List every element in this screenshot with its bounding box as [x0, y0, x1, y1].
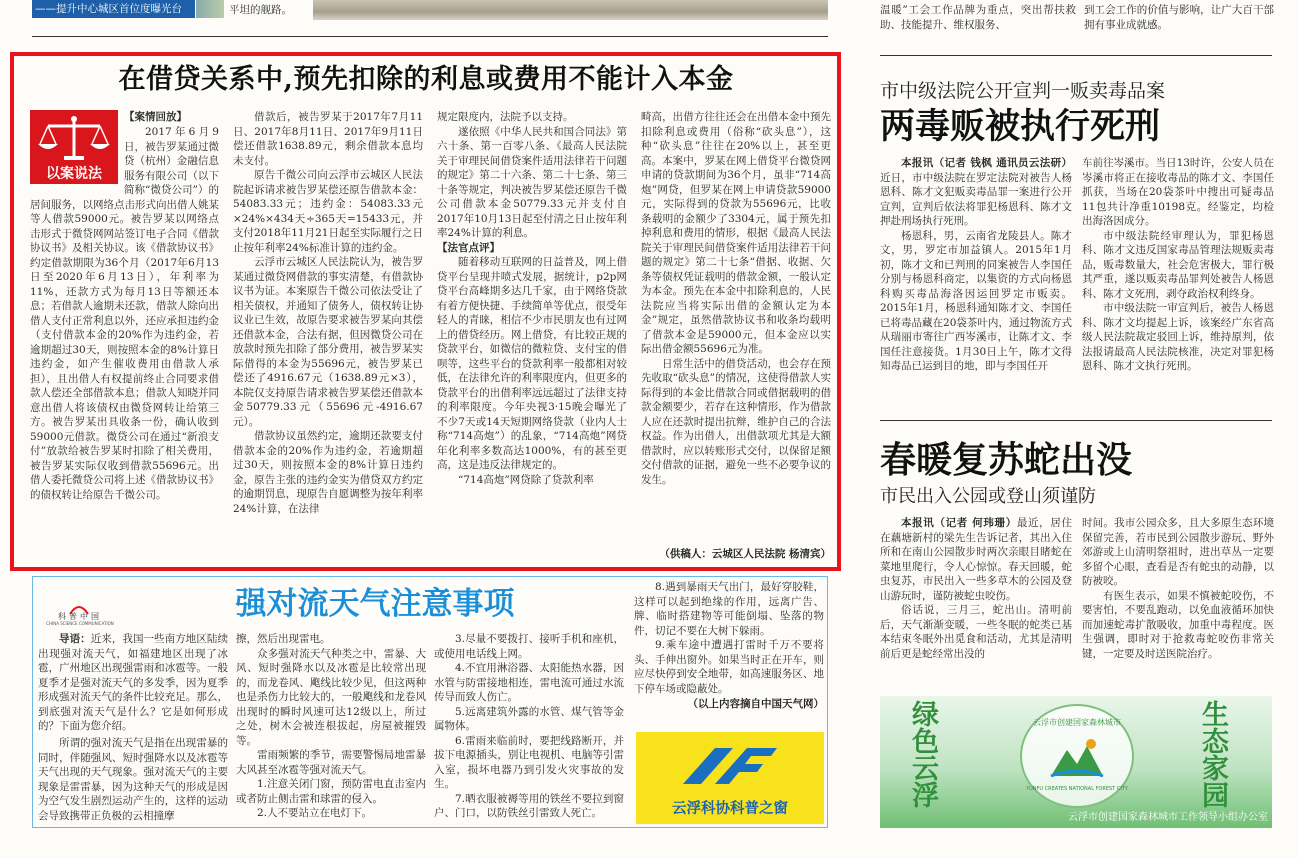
forest-ad-left-text: 绿色云浮	[907, 700, 938, 808]
weather-col2-p4: 1.注意关闭门窗，预防雷电直击室内或者防止侧击雷和球雷的侵入。	[236, 778, 426, 805]
main-col2-p4: 借款协议虽然约定，逾期还款要支付借款本金的20%作为违约金，若逾期超过30天，则按照本金的8%计算日违约金，原告主张的违约金实为借贷双方约定的逾期罚息，现原告自愿调整为按年利率24%计算，在法律	[233, 430, 423, 515]
main-col3-p1: 遂依照《中华人民共和国合同法》第六十条、第一百零八条、《最高人民法院关于审理民间借贷案件适用法律若干问题的规定》第二十六条、第二十七条、第三十条等规定，判决被告罗某偿还原告千微公司借款本金50779.33元并支付自2017年10月13日起至付清之日止按年利率24%计算的利息。	[437, 125, 627, 239]
snake-col2-p1: 时间。我市公园众多，且大多原生态环境保留完善，若市民到公园散步游玩、野外郊游或上山清明祭祖时，进出草丛一定要多留个心眼，查看是否有蛇虫的动静，以防被咬。	[1082, 517, 1274, 587]
main-col3-p3: “714高炮”网贷除了贷款利率	[458, 473, 594, 486]
snake-byline: （记者 何玮珊）	[934, 517, 1017, 529]
forest-emblem	[1020, 704, 1134, 808]
main-col-2	[233, 110, 423, 562]
weather-col-2	[236, 632, 426, 824]
weather-col-4	[634, 580, 824, 696]
main-col3-top: 规定限度内，法院予以支持。	[437, 111, 574, 123]
science-ad-label: 云浮科协科普之窗	[672, 801, 788, 817]
drug-col-2	[1082, 156, 1274, 400]
main-col3-p2: 随着移动互联网的日益普及，网上借贷平台呈现井喷式发展，据统计，p2p网贷平台高峰期多达几千家，由于网络贷款有着方便快捷、手续简单等优点，很受年轻人的青睐，相信不少市民朋友也有过网上的借贷经历。网上借贷，有比较正规的贷款平台，如微信的微粒贷、支付宝的借呗等，这些平台的贷款利率一般都相对较低，在法律允许的利率限度内，但更多的贷款平台的出借利率远远超过了法律支持的利率限度。今年央视3·15晚会曝光了不少7天或14天短期网络贷款（业内人士称“714高炮”）的乱象，“714高炮”网贷年化利率多数高达1000%，有的甚至更高，这是违反法律规定的。	[437, 256, 627, 471]
main-col-3	[437, 110, 627, 562]
weather-col3-p2: 4.不宜用淋浴器、太阳能热水器，因水管与防雷接地相连，雷电流可通过水流传导而致人伤亡。	[434, 662, 624, 703]
judge-comment-subhead: 【法官点评】	[437, 241, 500, 254]
drug-col1-p1: 近日，市中级法院在罗定法院对被告人杨恩科、陈才文犯贩卖毒品罪一案进行公开宣判，宣判后依法将罪犯杨恩科、陈才文押赴刑场执行死刑。	[880, 171, 1072, 227]
forest-ad-caption: 云浮市创建国家森林城市工作领导小组办公室	[1068, 812, 1268, 823]
weather-col2-p5: 2.人不要站立在电灯下。	[257, 807, 373, 819]
right-divider	[880, 420, 1272, 421]
snake-col2-p2: 有医生表示，如果不慎被蛇咬伤，不要害怕，不要乱跑动，以免血液循环加快而加速蛇毒扩散吸收，加重中毒程度。医生强调，即时对于抢救毒蛇咬伤非常关键，一定要及时送医院治疗。	[1082, 589, 1274, 660]
snake-col1-p2: 俗话说，三月三，蛇出山。清明前后，天气渐渐变暖，一些冬眠的蛇类已基本结束冬眠外出觅食和活动，尤其是清明前后更是蛇经常出没的	[880, 604, 1072, 660]
weather-col2-p1: 擦，然后出现雷电。	[236, 633, 331, 645]
snake-col1-p1: 最近，居住在藕塘新村的梁先生告诉记者，其出入住所和在南山公园散步时两次亲眼目睹蛇在菜地里爬行，令人心惊惊。春天回暖，蛇虫复苏，市民出入一些多草木的公园及登山游玩时，谨防被蛇虫咬伤。	[880, 517, 1072, 602]
top-right-divider	[880, 55, 1272, 56]
kepu-logo-en: CHINA SCIENCE COMMUNICATION	[46, 621, 114, 626]
main-col-4	[641, 110, 831, 546]
drug-col1-p2: 杨恩科，男，云南省龙陵县人。陈才文，男，罗定市加益镇人。2015年1月初，陈才文和已判刑的同案被告人李国任分别与杨恩科商定，以集资的方式向杨恩科购买毒品海洛因运回罗定市贩卖。2015年1月，杨恩科通知陈才文、李国任已将毒品藏在20袋茶叶内，通过物流方式从瑞丽市寄往广西岑溪市，让陈才文、李国任注意接货。1月30日上午，陈才文得知毒品已运到目的地，即与李国任开	[880, 229, 1072, 372]
kepu-logo-name: 科普中国	[58, 612, 102, 621]
case-logo-label: 以案说法	[46, 166, 102, 182]
kepu-logo	[40, 602, 120, 626]
drug-col2-p2: 市中级法院经审理认为，罪犯杨恩科、陈才文违反国家毒品管理法规贩卖毒品，贩毒数量大，社会危害极大，罪行极其严重，遂以贩卖毒品罪判处被告人杨恩科、陈才文死刑，剥夺政治权利终身。	[1082, 229, 1274, 300]
forest-city-emblem-icon	[1047, 736, 1107, 782]
forest-ad-right-text: 生态家园	[1197, 700, 1228, 808]
case-review-subhead: 【案情回放】	[124, 111, 187, 123]
top-right-text-a: 温暖”工会工作品牌为重点，突出帮扶救助、技能提升、维权服务、	[880, 4, 1076, 31]
drug-col2-p1: 车前往岑溪市。当日13时许，公安人员在岑溪市将正在接收毒品的陈才文、李国任抓获，当场在20袋茶叶中搜出可疑毒品11包共计净重10198克。经鉴定，均检出海洛因成分。	[1082, 157, 1274, 227]
weather-col3-p1: 3.尽量不要拨打、接听手机和座机，或使用电话线上网。	[434, 633, 624, 660]
snake-subhead: 市民出入公园或登山须谨防	[880, 486, 1096, 507]
weather-col3-p4: 6.雷雨来临前时，要把线路断开，并拔下电源插头，别让电视机、电脑等引雷入室，损坏电器乃到引发火灾事故的发生。	[434, 734, 624, 790]
weather-col-1	[38, 736, 228, 824]
science-association-logo-icon	[675, 738, 785, 794]
snake-lead: 本报讯	[901, 517, 935, 529]
main-col-1	[30, 125, 219, 560]
forest-emblem-en: YUNFU CREATES NATIONAL FOREST CITY	[1026, 786, 1128, 792]
weather-intro-text: 近来，我国一些南方地区陆续出现强对流天气，如福建地区出现了冰雹，广州地区出现强雷雨和冰雹等。一般夏季才是强对流天气的多发季，因为夏季形成强对流天气的条件比较充足。那么，到底强对流天气是什么？它是如何形成的？下面为您介绍。	[38, 633, 228, 732]
top-snippet: 平坦的舰路。	[229, 4, 292, 16]
weather-intro-sub: 导语：	[59, 633, 91, 645]
forest-emblem-title: 云浮市创建国家森林城市	[1033, 718, 1121, 727]
weather-col3-p3: 5.远离建筑外露的水管、煤气管等金属物体。	[434, 705, 624, 732]
drug-col2-p3: 市中级法院一审宣判后，被告人杨恩科、陈才文均提起上诉，该案经广东省高级人民法院裁定驳回上诉，维持原判，依法报请最高人民法院核准，决定对罪犯杨恩科、陈才文执行死刑。	[1082, 302, 1274, 372]
weather-col4-p1: 8.遇到暴雨天气出门，最好穿胶鞋，这样可以起到绝缘的作用，远离广告、牌、临时搭建物等可能倒塌、坠落的物件，切记不要在大树下躲雨。	[634, 581, 824, 637]
main-col4-p2: 日常生活中的借贷活动，也会存在预先收取“砍头息”的情况，这使得借款人实际得到的本金比借款合同或借据载明的借款金额要少，若存在这种情形，作为借款人应在还款时提出抗辩，维护自己的合法权益。作为出借人，出借款项尤其是大额借款时，应以转账形式交付，以保留足额交付借款的证据，避免一些不必要争议的发生。	[641, 357, 831, 486]
weather-col2-p3: 雷雨频繁的季节，需要警惕局地雷暴大风甚至冰雹等强对流天气。	[236, 749, 426, 776]
weather-col2-p2: 众多强对流天气种类之中，雷暴、大风、短时强降水以及冰雹是比较常出现的，而龙卷风、飑线比较少见，但这两种也是杀伤力比较大的，一般飑线和龙卷风出现时的瞬时风速可达12级以上，所过之处，树木会被连根拔起，房屋被摧毁等。	[236, 647, 426, 747]
main-article-byline: （供稿人：云城区人民法院 杨清宾）	[659, 548, 831, 560]
main-col2-p1: 借款后，被告罗某于2017年7月11日、2017年8月11日、2017年9月11日偿还借款1638.89元，剩余借款本息均未支付。	[233, 111, 423, 167]
main-col2-p3: 云浮市云城区人民法院认为，被告罗某通过微贷网借款的事实清楚，有借款协议书为证。本案原告千微公司依法受让了相关债权，并通知了债务人，债权转让协议业已生效，故原告要求被告罗某向其偿还借款本金，合法有据，但因微贷公司在放款时预先扣除了部分费用，被告罗某实际借得的本金为55696元，被告罗某已偿还了4916.67元（1638.89元×3），本院仅支持原告请求被告罗某偿还借款本金50779.33元（55696元-4916.67元）。	[233, 256, 423, 428]
weather-title: 强对流天气注意事项	[235, 586, 515, 622]
top-photo	[313, 0, 828, 20]
snake-col-2	[1082, 516, 1274, 688]
weather-col-3	[434, 632, 624, 824]
weather-col4-p2: 9.乘车途中遭遇打雷时千万不要将头、手伸出窗外。如果当时正在开车，则应尽快停到安全地带，如高速服务区、地下停车场或隐蔽处。	[634, 639, 824, 695]
case-review-text: 2017年6月9日，被告罗某通过微贷（杭州）金融信息服务有限公司（以下简称“微贷公司”）的居间服务，以网络点击形式向出借人姚某等人借款59000元。被告罗某以网络点击形式于微贷网网站签订电子合同《借款协议书》及相关协议。该《借款协议书》约定借款期限为36个月（2017年6月13日至2020年6月13日），年利率为11%，还款方式为每月13日等额还本息；若借款人逾期未还款，借款人除向出借人支付正常利息以外，还应承担违约金（支付借款本金的20%作为违约金，若逾期超过30天，则按照本金的8%计算日违约金，如产生催收费用由借款人承担），且出借人有权提前终止合同要求借款人偿还全部借款本息；借款人知晓并同意出借人将该债权由微贷网转让给第三方。被告罗某出具收条一份，确认收到59000元借款。微贷公司在通过“新浪支付”放款给被告罗某时扣除了相关费用，被告罗某实际仅收到借款55696元。出借人委托微贷公司将上述《借款协议书》的债权转让给原告千微公司。	[30, 126, 219, 501]
weather-source: （以上内容摘自中国天气网）	[687, 698, 824, 710]
drug-col-1	[880, 156, 1072, 400]
drug-headline: 两毒贩被执行死刑	[880, 106, 1161, 147]
main-col2-p2: 原告千微公司向云浮市云城区人民法院起诉请求被告罗某偿还原告借款本金：54083.33元；违约金：54083.33元×24%×434天÷365天=15433元，并支付2018年11月21日起至实际履行之日止按年利率24%标准计算的违约金。	[233, 169, 423, 254]
weather-intro	[38, 632, 228, 734]
top-divider	[32, 36, 828, 37]
main-article-headline: 在借贷关系中,预先扣除的利息或费用不能计入本金	[118, 64, 734, 95]
snake-headline: 春暖复苏蛇出没	[880, 439, 1133, 481]
weather-col1-text: 所谓的强对流天气是指在出现雷暴的同时，伴随强风、短时强降水以及冰雹等天气出现的天气现象。强对流天气的主要现象是雷雷暴，因为这种天气的形成是因为空气发生剧烈运动产生的，这样的运动会导致携带正负极的云相撞摩	[38, 737, 228, 822]
snake-col-1	[880, 516, 1072, 688]
main-col4-p1: 畸高，出借方往往还会在出借本金中预先扣除利息或费用（俗称“砍头息”），这种“砍头息”往往在20%以上，甚至更高。本案中，罗某在网上借贷平台微贷网申请的贷款期间为36个月，虽非“714高炮”网贷，但罗某在网上申请贷款59000元，实际得到的贷款为55696元，比收条载明的金额少了3304元，属于预先扣掉利息和费用的情形，根据《最高人民法院关于审理民间借贷案件适用法律若干问题的规定》第二十七条“借据、收据、欠条等债权凭证载明的借款金额，一般认定为本金。预先在本金中扣除利息的，人民法院应当将实际出借的金额认定为本金”规定，虽然借款协议书和收条均载明了借款本金是59000元，但本金应以实际出借金额55696元为准。	[641, 111, 831, 355]
drug-lead: 本报讯	[901, 157, 934, 169]
top-caption-bar: ——提升中心城区首位度曝光台	[32, 0, 195, 18]
drug-kicker: 市中级法院公开宣判一贩卖毒品案	[880, 80, 1166, 102]
forest-ad	[880, 696, 1272, 828]
top-right-text-b: 到工会工作的价值与影响，让广大百干部拥有事业成就感。	[1084, 4, 1274, 31]
weather-col3-p5: 7.晒衣服被褥等用的铁丝不要拉到窗户、门口，以防铁丝引雷致人死亡。	[434, 792, 624, 819]
drug-byline: （记者 钱枫 通讯员云法研）	[933, 157, 1072, 169]
top-strip	[0, 0, 860, 22]
top-image	[196, 0, 224, 18]
science-ad	[636, 732, 824, 824]
